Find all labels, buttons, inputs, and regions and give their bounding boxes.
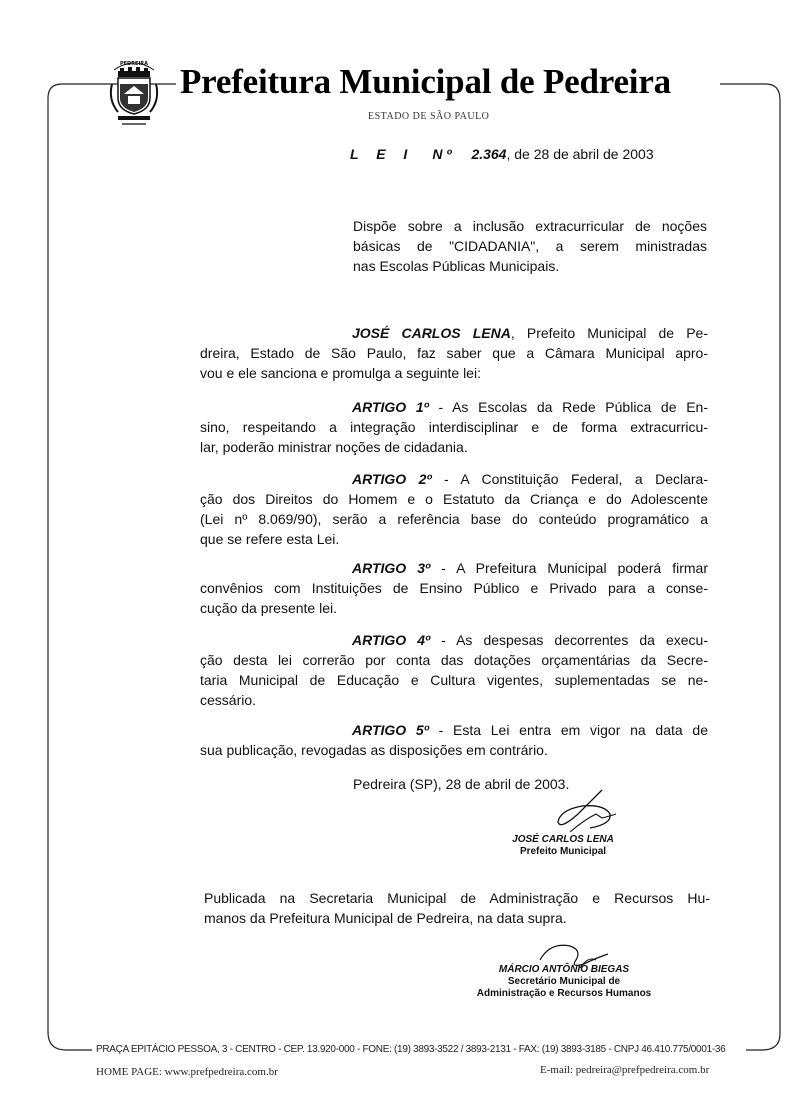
article-label: ARTIGO 1º [352, 399, 429, 415]
summary-line: Dispõe sobre a inclusão extracurricular de noções [353, 218, 707, 234]
secretary-signature-department: Administração e Recursos Humanos [476, 988, 652, 999]
preamble-line: , Prefeito Municipal de Pe- [510, 325, 708, 341]
article-line: cessário. [200, 692, 257, 708]
publication-note [204, 888, 710, 928]
preamble-line: dreira, Estado de São Paulo, faz saber que a Câmara Municipal apro- [200, 345, 708, 361]
article-label: ARTIGO 4º [352, 632, 431, 648]
crest-lettering: PEDREIRA [119, 61, 149, 67]
mayor-signature-block [498, 834, 628, 858]
article-line: - A Constituição Federal, a Declara- [431, 471, 708, 487]
footer-email: E-mail: pedreira@prefpedreira.com.br [540, 1064, 710, 1076]
article-3 [200, 558, 708, 618]
article-line: convênios com Instituições de Ensino Público e Privado para a conse- [200, 580, 708, 596]
secretary-signature-role: Secretário Municipal de [507, 976, 621, 987]
article-line: sua publicação, revogadas as disposições em contrário. [200, 742, 548, 758]
article-line: - As Escolas da Rede Pública de En- [428, 399, 708, 415]
article-line: taria Municipal de Educação e Cultura vigentes, suplementadas se ne- [200, 672, 708, 688]
article-1 [200, 397, 708, 457]
article-line: cução da presente lei. [200, 600, 337, 616]
law-summary [353, 216, 707, 276]
letterhead-state: ESTADO DE SÃO PAULO [368, 111, 490, 122]
letterhead-title: Prefeitura Municipal de Pedreira [180, 62, 671, 101]
article-line: - A Prefeitura Municipal poderá firmar [430, 560, 708, 576]
article-5 [200, 720, 708, 760]
mayor-name: JOSÉ CARLOS LENA [352, 325, 511, 341]
article-label: ARTIGO 5º [352, 722, 429, 738]
article-4 [200, 630, 708, 710]
law-number: 2.364 [471, 146, 507, 162]
law-number-label: N º [432, 146, 452, 162]
article-label: ARTIGO 2º [352, 471, 432, 487]
date-place: Pedreira (SP), 28 de abril de 2003. [353, 776, 570, 792]
article-line: (Lei nº 8.069/90), serão a referência base do conteúdo programático a [200, 511, 708, 527]
article-2 [200, 469, 708, 549]
article-line: - As despesas decorrentes da execu- [430, 632, 708, 648]
municipal-crest-icon [104, 54, 164, 130]
publication-line: Publicada na Secretaria Municipal de Administração e Recursos Hu- [204, 890, 710, 906]
mayor-signature-role: Prefeito Municipal [519, 846, 607, 857]
article-line: sino, respeitando a integração interdisciplinar e de forma extracurricu- [200, 419, 708, 435]
mayor-signature-name: JOSÉ CARLOS LENA [512, 834, 614, 845]
article-line: - Esta Lei entra em vigor na data de [428, 722, 708, 738]
article-line: ção dos Direitos do Homem e o Estatuto da Criança e do Adolescente [200, 491, 708, 507]
footer-address: PRAÇA EPITÁCIO PESSOA, 3 - CENTRO - CEP. 13.920-000 - FONE: (19) 3893-3522 / 3893-2131 - FAX: (19) 3893-3185 - CNPJ 46.410.775/0001-36 [96, 1044, 726, 1055]
summary-line: nas Escolas Públicas Municipais. [353, 258, 560, 274]
preamble [200, 323, 708, 383]
article-line: ção desta lei correrão por conta das dotações orçamentárias da Secre- [200, 652, 708, 668]
preamble-line: vou e ele sanciona e promulga a seguinte lei: [200, 365, 481, 381]
secretary-signature-name: MÁRCIO ANTÔNIO BIEGAS [498, 964, 630, 975]
summary-line: básicas de "CIDADANIA", a serem ministradas [353, 238, 707, 254]
law-heading [350, 146, 654, 162]
law-date: , de 28 de abril de 2003 [506, 146, 654, 162]
law-label: L E I [350, 146, 415, 162]
footer-homepage: HOME PAGE: www.prefpedreira.com.br [96, 1066, 278, 1078]
article-line: que se refere esta Lei. [200, 531, 340, 547]
secretary-signature-block [458, 964, 670, 1000]
article-label: ARTIGO 3º [352, 560, 431, 576]
publication-line: manos da Prefeitura Municipal de Pedreira, na data supra. [204, 910, 567, 926]
article-line: lar, poderão ministrar noções de cidadania. [200, 439, 468, 455]
